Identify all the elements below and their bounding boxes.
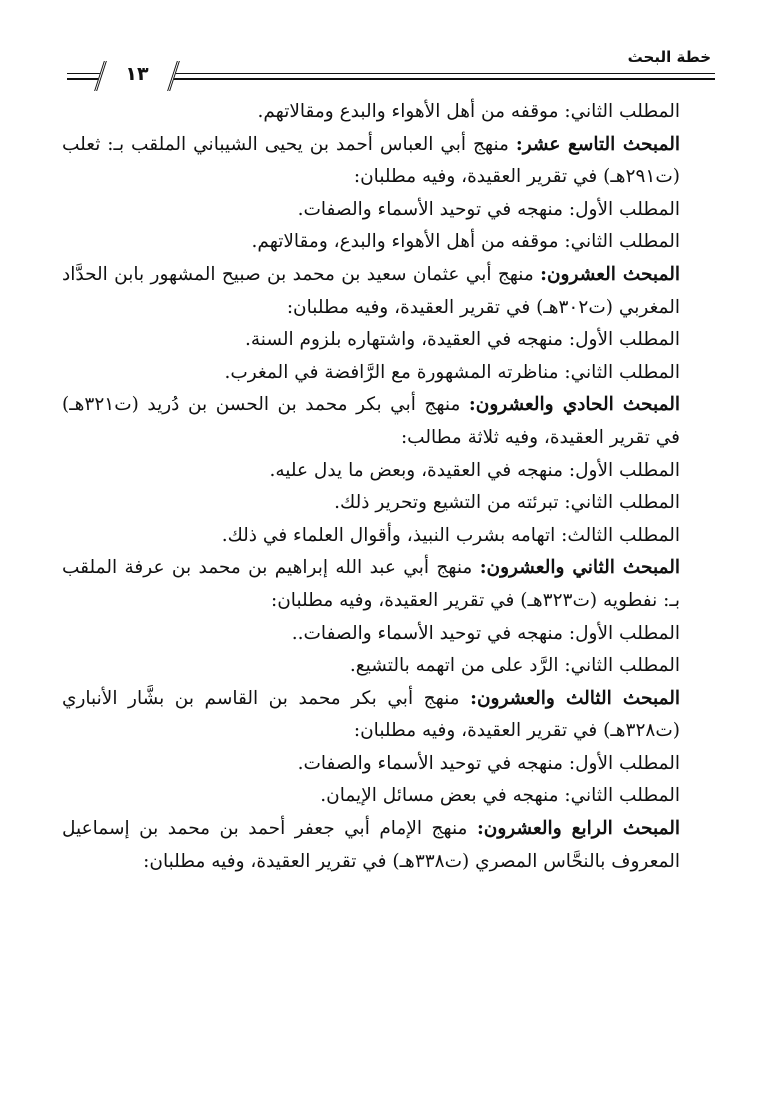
subsection-line: المطلب الأول: منهجه في العقيدة، واشتهاره بلزوم السنة.: [244, 329, 680, 351]
section-paragraph: المبحث الثاني والعشرون: منهج أبي عبد الله إبراهيم بن محمد بن عرفة الملقب بـ: نفطويه (ت٣٢٣هـ) في تقرير العقيدة، وفيه مطلبان:: [62, 557, 680, 611]
section-paragraph: المبحث العشرون: منهج أبي عثمان سعيد بن محمد بن صبيح المشهور بابن الحدَّاد المغربي (ت٣٠٢هـ) في تقرير العقيدة، وفيه مطلبان:: [62, 263, 680, 318]
subsection-line: المطلب الثاني: موقفه من أهل الأهواء والبدع ومقالاتهم.: [257, 101, 680, 122]
subsection-line: المطلب الثاني: تبرئته من التشيع وتحرير ذلك.: [334, 492, 680, 514]
section-paragraph: المبحث الحادي والعشرون: منهج أبي بكر محمد بن الحسن بن دُريد (ت٣٢١هـ) في تقرير العقيدة، وفيه ثلاثة مطالب:: [62, 394, 681, 448]
section-paragraph: المبحث الرابع والعشرون: منهج الإمام أبي جعفر أحمد بن محمد بن إسماعيل المعروف بالنحَّاس المصري (ت٣٣٨هـ) في تقرير العقيدة، وفيه مطلبان:: [62, 818, 680, 872]
subsection-line: المطلب الثاني: مناظرته المشهورة مع الرَّافضة في المغرب.: [224, 361, 680, 383]
subsection-line: المطلب الثاني: موقفه من أهل الأهواء والبدع، ومقالاتهم.: [251, 231, 680, 253]
subsection-line: المطلب الأول: منهجه في توحيد الأسماء والصفات..: [291, 622, 680, 644]
section-heading: المبحث الحادي والعشرون:: [468, 394, 681, 416]
section-heading: المبحث الثاني والعشرون:: [479, 557, 680, 579]
body-text: [62, 96, 710, 878]
section-heading: المبحث الرابع والعشرون:: [476, 818, 680, 840]
running-title: خطة البحث: [627, 48, 711, 66]
section-heading: المبحث الثالث والعشرون:: [470, 687, 681, 709]
subsection-line: المطلب الثالث: اتهامه بشرب النبيذ، وأقوال العلماء في ذلك.: [221, 524, 680, 546]
subsection-line: المطلب الثاني: منهجه في بعض مسائل الإيمان.: [320, 785, 680, 807]
subsection-line: المطلب الأول: منهجه في توحيد الأسماء والصفات.: [297, 198, 680, 220]
section-heading: المبحث العشرون:: [540, 263, 680, 285]
page-header: [55, 42, 715, 90]
section-paragraph: المبحث التاسع عشر: منهج أبي العباس أحمد بن يحيى الشيباني الملقب بـ: ثعلب (ت٢٩١هـ) في تقرير العقيدة، وفيه مطلبان:: [62, 133, 680, 188]
section-paragraph: المبحث الثالث والعشرون: منهج أبي بكر محمد بن القاسم بن بشَّار الأنباري (ت٣٢٨هـ) في تقرير العقيدة، وفيه مطلبان:: [62, 687, 681, 742]
subsection-line: المطلب الثاني: الرَّد على من اتهمه بالتشيع.: [349, 655, 680, 677]
page-number: ١٣: [125, 63, 149, 85]
subsection-line: المطلب الأول: منهجه في توحيد الأسماء والصفات.: [297, 752, 680, 774]
section-heading: المبحث التاسع عشر:: [515, 133, 680, 155]
subsection-line: المطلب الأول: منهجه في العقيدة، وبعض ما يدل عليه.: [269, 459, 680, 481]
